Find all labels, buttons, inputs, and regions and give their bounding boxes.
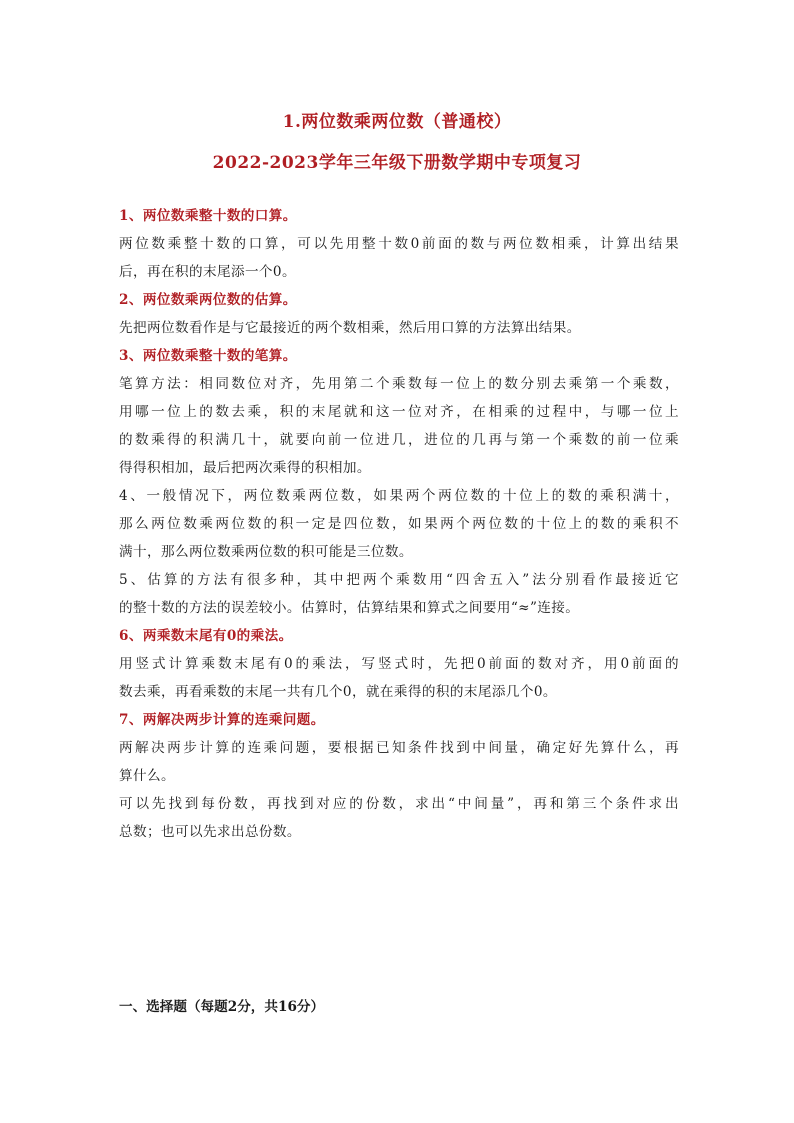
document-subtitle: 2022-2023学年三年级下册数学期中专项复习	[212, 153, 582, 173]
section-heading: 7、两解决两步计算的连乘问题。	[119, 712, 325, 728]
paragraph-line: 总数；也可以先求出总份数。	[119, 824, 301, 840]
paragraph-line: 的数乘得的积满几十，就要向前一位进几，进位的几再与第一个乘数的前一位乘	[119, 432, 679, 448]
section-heading: 6、两乘数末尾有0的乘法。	[119, 628, 293, 644]
paragraph-line: 两位数乘整十数的口算，可以先用整十数0前面的数与两位数相乘，计算出结果	[119, 236, 679, 252]
section-heading: 1、两位数乘整十数的口算。	[119, 208, 297, 224]
exercise-section-heading: 一、选择题（每题2分，共16分）	[119, 999, 325, 1015]
paragraph-line: 算什么。	[119, 768, 175, 784]
paragraph-line: 4、一般情况下，两位数乘两位数，如果两个两位数的十位上的数的乘积满十，	[119, 488, 679, 504]
paragraph-line: 两解决两步计算的连乘问题，要根据已知条件找到中间量，确定好先算什么，再	[119, 740, 679, 756]
paragraph-line: 后，再在积的末尾添一个0。	[119, 264, 296, 280]
paragraph-line: 的整十数的方法的误差较小。估算时，估算结果和算式之间要用“≈”连接。	[119, 600, 580, 616]
section-heading: 2、两位数乘两位数的估算。	[119, 292, 297, 308]
review-content	[119, 202, 679, 846]
paragraph-line: 用哪一位上的数去乘，积的末尾就和这一位对齐，在相乘的过程中，与哪一位上	[119, 404, 679, 420]
paragraph-line: 数去乘，再看乘数的末尾一共有几个0，就在乘得的积的末尾添几个0。	[119, 684, 557, 700]
paragraph-line: 用竖式计算乘数末尾有0的乘法，写竖式时，先把0前面的数对齐，用0前面的	[119, 656, 679, 672]
paragraph-line: 5、估算的方法有很多种，其中把两个乘数用“四舍五入”法分别看作最接近它	[119, 572, 679, 588]
section-heading: 3、两位数乘整十数的笔算。	[119, 348, 297, 364]
paragraph-line: 可以先找到每份数，再找到对应的份数，求出“中间量”，再和第三个条件求出	[119, 796, 679, 812]
paragraph-line: 满十，那么两位数乘两位数的积可能是三位数。	[119, 544, 413, 560]
paragraph-line: 那么两位数乘两位数的积一定是四位数，如果两个两位数的十位上的数的乘积不	[119, 516, 679, 532]
paragraph-line: 得得积相加，最后把两次乘得的积相加。	[119, 460, 371, 476]
document-title: 1.两位数乘两位数（普通校）	[282, 112, 512, 132]
paragraph-line: 先把两位数看作是与它最接近的两个数相乘，然后用口算的方法算出结果。	[119, 320, 581, 336]
paragraph-line: 笔算方法：相同数位对齐，先用第二个乘数每一位上的数分别去乘第一个乘数，	[119, 376, 679, 392]
